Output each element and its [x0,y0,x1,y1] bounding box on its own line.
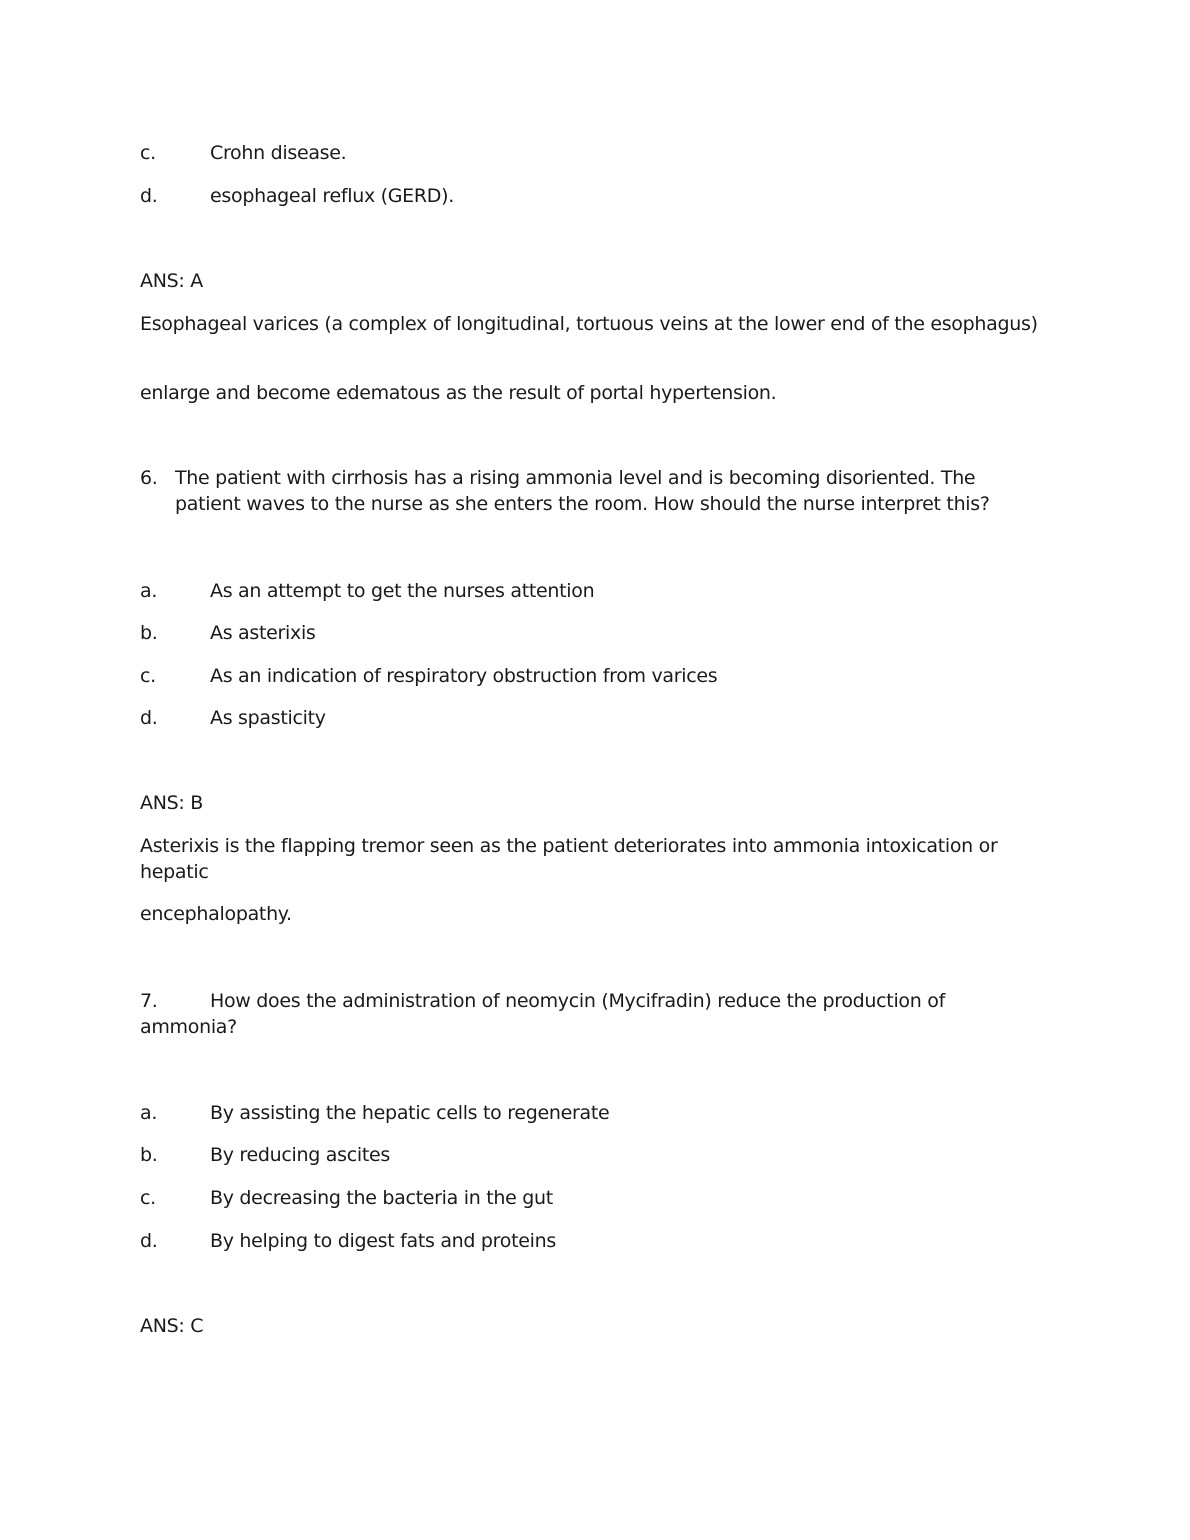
option-text: As spasticity [210,707,326,729]
option-label: b. [140,1144,158,1166]
option-text: By decreasing the bacteria in the gut [210,1187,553,1209]
question-number: 7. [140,990,158,1012]
q6-stem [140,465,1040,517]
question-number: 6. [140,467,158,489]
option-text: esophageal reflux (GERD). [210,185,454,207]
question-text: The patient with cirrhosis has a rising ammonia level and is becoming disoriented. The patient waves to the nurse as she enters the room. How should the nurse interpret this? [175,467,990,515]
option-text: As an indication of respiratory obstruction from varices [210,665,718,687]
option-label: d. [140,185,158,207]
option-label: c. [140,142,156,164]
q7-stem [140,988,1020,1040]
option-label: d. [140,707,158,729]
q5-rationale-continued: enlarge and become edematous as the result of portal hypertension. [140,382,777,404]
option-label: c. [140,1187,156,1209]
q6-rationale: Asterixis is the flapping tremor seen as the patient deteriorates into ammonia intoxication or hepatic [140,835,998,883]
q6-answer: ANS: B [140,792,203,814]
option-text: As asterixis [210,622,316,644]
option-text: By reducing ascites [210,1144,390,1166]
q6-rationale-continued: encephalopathy. [140,903,292,925]
option-text: By assisting the hepatic cells to regenerate [210,1102,610,1124]
option-label: a. [140,1102,158,1124]
q5-rationale: Esophageal varices (a complex of longitudinal, tortuous veins at the lower end of the esophagus) [140,313,1038,335]
question-text: How does the administration of neomycin (Mycifradin) reduce the production of ammonia? [140,990,945,1038]
option-label: b. [140,622,158,644]
q7-answer: ANS: C [140,1315,204,1337]
option-text: By helping to digest fats and proteins [210,1230,556,1252]
option-text: As an attempt to get the nurses attention [210,580,595,602]
q5-answer: ANS: A [140,270,203,292]
option-label: d. [140,1230,158,1252]
option-text: Crohn disease. [210,142,347,164]
option-label: c. [140,665,156,687]
option-label: a. [140,580,158,602]
